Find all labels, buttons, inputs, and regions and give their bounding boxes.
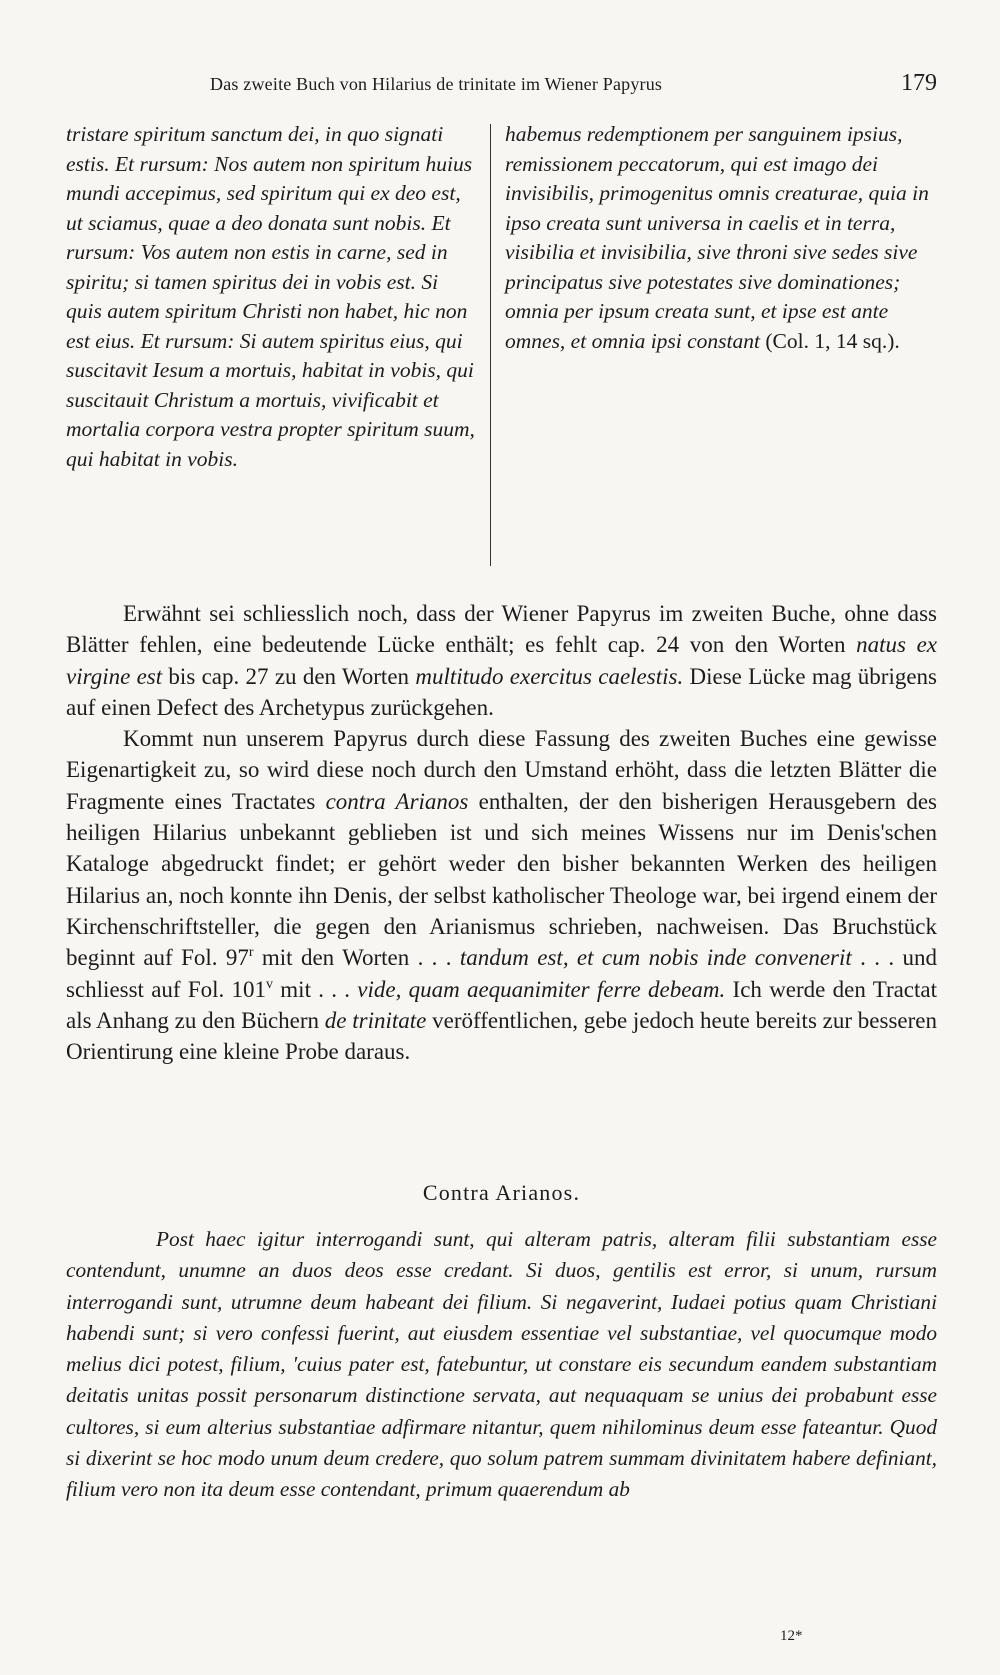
quote-right-text: habemus redemptionem per sanguinem ipsius, remissionem peccatorum, qui est imago dei invisibilis, primogenitus omnis creaturae, quia in ipso creata sunt universa in caelis et in terra, visibilia et invisibilia, sive throni sive sedes sive principatus sive potestates sive dominationes; omnia per ipsum creata sunt, et ipse est ante omnes, et omnia ipsi constant xyxy=(505,122,929,353)
latin-citation: de trinitate xyxy=(324,1007,427,1033)
quote-left-text: tristare spiritum sanctum dei, in quo signati estis. Et rursum: Nos autem non spiritum huius mundi accepimus, sed spiritum qui ex deo est, ut sciamus, quae a deo donata sunt nobis. Et rursum: Vos autem non estis in carne, sed in spiritu; si tamen spiritus dei in vobis est. Si quis autem spiritum Christi non habet, hic non est eius. Et rursum: Si autem spiritus eius, qui suscitavit Iesum a mortuis, habitat in vobis, qui suscitauit Christum a mortuis, vivificabit et mortalia corpora vestra propter spiritum suum, qui habitat in vobis. xyxy=(66,122,475,471)
folio-recto-mark: r xyxy=(248,945,254,961)
paragraph-tractate xyxy=(66,723,937,1067)
signature-mark: 12* xyxy=(780,1628,803,1644)
main-text xyxy=(66,598,937,1067)
text-run: bis cap. 27 zu den Worten xyxy=(162,663,416,689)
latin-excerpt xyxy=(66,1224,937,1506)
latin-citation: tandum est, et cum nobis inde convenerit xyxy=(459,945,852,971)
paragraph-lacuna xyxy=(66,598,937,723)
quote-right-paragraph xyxy=(505,120,935,356)
running-header xyxy=(210,70,937,100)
latin-citation: contra Arianos xyxy=(325,788,469,814)
section-heading: Contra Arianos. xyxy=(422,1180,581,1205)
quotation-columns xyxy=(66,120,936,570)
text-run: Diese Lücke mag übrigens auf einen Defect des Archetypus zurückgehen. xyxy=(66,663,938,720)
text-run: Kommt nun unserem Papyrus durch diese Fassung des zweiten Buches eine gewisse Eigenartigkeit zu, so wird diese noch durch den Umstand erhöht, dass die letzten Blätter die Fragmente eines Tractates xyxy=(66,726,937,814)
folio-verso-mark: v xyxy=(266,976,274,992)
latin-citation: multitudo exercitus caelestis. xyxy=(415,663,684,689)
text-run: Ich werde den Tractat als Anhang zu den Büchern xyxy=(66,976,938,1033)
running-title: Das zweite Buch von Hilarius de trinitate im Wiener Papyrus xyxy=(210,74,663,94)
latin-excerpt-text: Post haec igitur interrogandi sunt, qui alteram patris, alteram filii substantiam esse contendunt, unumne an duos deos esse credant. Si duos, gentilis est error, si unum, rursum interrogandi sunt, utrumne deum habeant dei filium. Si negaverint, Iudaei potius quam Christiani habendi sunt; si vero confessi fuerint, aut eiusdem essentiae vel substantiae, vel quocumque modo melius dici potest, filium, 'cuius pater est, fatebuntur, ut constare eis secundum eandem substantiam deitatis unitas possit personarum distinctione servata, aut nequaquam se unius dei probabunt esse cultores, si eum alterius substantiae adfirmare nitantur, quem nihilominus deum esse fateantur. Quod si dixerint se hoc modo unum deum credere, quo solum patrem summam divinitatem habere definiant, filium vero non ita deum esse contendant, primum quaerendum ab xyxy=(66,1227,937,1502)
text-run: mit den Worten . . . xyxy=(253,945,460,971)
latin-citation: natus ex virgine est xyxy=(66,632,937,689)
quote-left-column xyxy=(66,120,476,474)
quote-right-column xyxy=(505,120,935,356)
text-run: enthalten, der den bisherigen Herausgebern des heiligen Hilarius unbekannt geblieben ist und sich meines Wissens nur im Denis'schen Kataloge abgedruckt findet; er gehört weder den bisher bekannten Werken des heiligen Hilarius an, noch konnte ihn Denis, der selbst katholischer Theologe war, bei irgend einem der Kirchenschriftsteller, die gegen den Arianismus schrieben, nachweisen. Das Bruchstück beginnt auf Fol. 97 xyxy=(66,788,937,971)
text-run: mit . . . xyxy=(273,976,358,1002)
text-run: . . . und schliesst auf Fol. 101 xyxy=(66,945,937,1002)
page-number: 179 xyxy=(901,70,937,96)
latin-citation: vide, quam aequanimiter ferre debeam. xyxy=(357,976,726,1002)
text-run: Erwähnt sei schliesslich noch, dass der Wiener Papyrus im zweiten Buche, ohne dass Blätter fehlen, eine bedeutende Lücke enthält; es fehlt cap. 24 von den Worten xyxy=(66,601,937,658)
column-divider xyxy=(490,124,491,566)
text-run: veröffentlichen, gebe jedoch heute bereits zur besseren Orientirung eine kleine Probe daraus. xyxy=(66,1007,937,1065)
scripture-reference: (Col. 1, 14 sq.). xyxy=(765,328,900,353)
